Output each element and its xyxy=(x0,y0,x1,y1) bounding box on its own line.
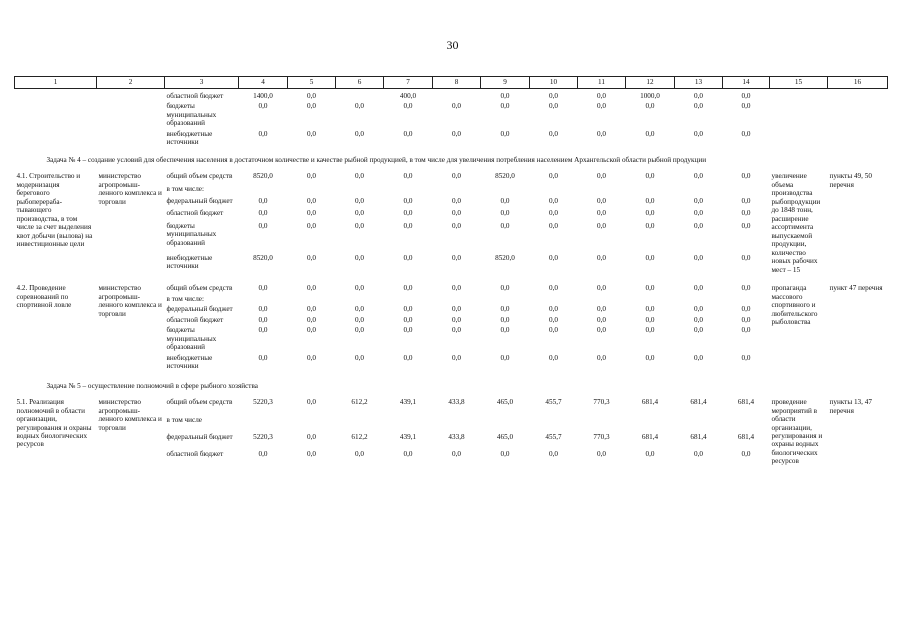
funding-value xyxy=(626,184,675,196)
funding-value: 0,0 xyxy=(355,353,364,362)
funding-value xyxy=(239,415,288,432)
funding-value: 0,0 xyxy=(597,172,606,181)
funding-value: 0,0 xyxy=(452,129,461,138)
funding-value: 0,0 xyxy=(645,209,655,218)
list-items: пункты 13, 47 перечня xyxy=(829,398,872,415)
funding-value: 0,0 xyxy=(694,305,703,314)
funding-value: 0,0 xyxy=(645,305,655,314)
funding-value: 0,0 xyxy=(549,284,558,293)
funding-source: в том числе xyxy=(166,415,202,424)
funding-value: 0,0 xyxy=(694,326,703,335)
funding-value: 0,0 xyxy=(307,326,316,335)
funding-value: 0,0 xyxy=(452,284,461,293)
empty-cell xyxy=(15,91,97,148)
funding-value xyxy=(433,294,481,304)
funding-value: 0,0 xyxy=(741,197,751,206)
funding-value: 400,0 xyxy=(399,92,417,100)
column-number: 5 xyxy=(288,77,336,89)
empty-cell xyxy=(97,91,165,148)
funding-value: 0,0 xyxy=(355,209,364,218)
funding-value: 0,0 xyxy=(258,353,268,362)
page-number: 30 xyxy=(446,38,459,52)
funding-value: 0,0 xyxy=(549,326,558,335)
program-table xyxy=(14,76,888,467)
funding-value: 0,0 xyxy=(597,284,606,293)
funding-value xyxy=(626,294,675,304)
funding-value: 0,0 xyxy=(258,129,268,138)
funding-value xyxy=(675,294,723,304)
funding-value: 5220,3 xyxy=(253,398,273,407)
funding-value: 0,0 xyxy=(258,284,268,293)
column-number: 7 xyxy=(384,77,433,89)
funding-value: 0,0 xyxy=(307,197,316,206)
task-title: Задача № 5 – осуществление полномочий в сфере рыбного хозяйства xyxy=(46,381,258,390)
empty-cell xyxy=(828,91,888,148)
funding-value: 0,0 xyxy=(258,209,268,218)
funding-value: 0,0 xyxy=(645,102,655,111)
funding-value: 0,0 xyxy=(645,284,655,293)
funding-value: 0,0 xyxy=(741,305,751,314)
funding-value: 1000,0 xyxy=(640,92,660,100)
funding-value xyxy=(288,294,336,304)
funding-value: 0,0 xyxy=(403,353,413,362)
funding-value: 0,0 xyxy=(694,129,703,138)
funding-value: 0,0 xyxy=(500,221,510,230)
funding-value: 0,0 xyxy=(741,284,751,293)
funding-value: 0,0 xyxy=(694,315,703,324)
funding-value: 681,4 xyxy=(641,398,659,407)
funding-value: 770,3 xyxy=(593,432,610,441)
funding-value: 0,0 xyxy=(403,305,413,314)
funding-value: 0,0 xyxy=(355,284,364,293)
funding-value: 0,0 xyxy=(694,102,703,111)
funding-value: 0,0 xyxy=(549,315,558,324)
column-number: 14 xyxy=(723,77,770,89)
funding-value: 0,0 xyxy=(549,92,558,100)
funding-value: 0,0 xyxy=(597,326,606,335)
funding-source: внебюджетные источники xyxy=(166,129,213,147)
funding-value: 0,0 xyxy=(741,450,751,459)
funding-value: 612,2 xyxy=(351,398,368,407)
funding-value: 0,0 xyxy=(307,209,316,218)
funding-source: общий объем средств xyxy=(166,398,233,407)
spacer-row xyxy=(15,275,888,283)
funding-value: 612,2 xyxy=(351,432,368,441)
funding-source: федеральный бюджет xyxy=(166,305,233,314)
funding-value: 0,0 xyxy=(452,315,461,324)
funding-value: 433,8 xyxy=(448,432,465,441)
column-number: 16 xyxy=(828,77,888,89)
funding-value xyxy=(723,294,770,304)
funding-value: 439,1 xyxy=(399,432,417,441)
funding-value xyxy=(336,184,384,196)
funding-value: 0,0 xyxy=(403,197,413,206)
funding-value: 0,0 xyxy=(452,253,461,262)
funding-value: 0,0 xyxy=(597,129,606,138)
funding-value: 0,0 xyxy=(500,305,510,314)
funding-value xyxy=(530,415,578,432)
funding-value: 465,0 xyxy=(496,398,514,407)
funding-value xyxy=(530,294,578,304)
funding-value: 0,0 xyxy=(403,253,413,262)
funding-value: 0,0 xyxy=(355,326,364,335)
funding-value: 0,0 xyxy=(741,221,751,230)
funding-source: областной бюджет xyxy=(166,92,224,100)
funding-source: бюджеты муниципальных образований xyxy=(166,326,217,352)
funding-value: 8520,0 xyxy=(253,172,273,181)
funding-value xyxy=(384,184,433,196)
column-number: 15 xyxy=(770,77,828,89)
column-number: 9 xyxy=(481,77,530,89)
funding-value: 681,4 xyxy=(737,432,755,441)
funding-value xyxy=(336,415,384,432)
funding-value: 0,0 xyxy=(597,197,606,206)
funding-value: 0,0 xyxy=(500,353,510,362)
funding-value: 5220,3 xyxy=(253,432,273,441)
funding-value: 0,0 xyxy=(741,102,751,111)
list-items: пункты 49, 50 перечня xyxy=(829,172,872,189)
funding-value: 0,0 xyxy=(549,129,558,138)
task-heading-row xyxy=(15,148,888,171)
funding-value: 0,0 xyxy=(355,315,364,324)
measure-executor: министерство агропромыш-ленного комплекса и торговли xyxy=(98,398,162,432)
funding-value: 0,0 xyxy=(403,450,413,459)
column-number: 8 xyxy=(433,77,481,89)
measure-executor: министерство агропромыш-ленного комплекса и торговли xyxy=(98,284,162,318)
funding-value: 0,0 xyxy=(694,450,703,459)
funding-value: 0,0 xyxy=(500,129,510,138)
funding-value: 681,4 xyxy=(690,398,707,407)
funding-value: 0,0 xyxy=(694,209,703,218)
funding-value: 0,0 xyxy=(500,284,510,293)
funding-value: 0,0 xyxy=(307,129,316,138)
funding-value: 455,7 xyxy=(545,398,562,407)
funding-value: 0,0 xyxy=(500,326,510,335)
measure-name: 4.2. Проведение соревнований по спортивной ловле xyxy=(16,284,72,310)
funding-value: 0,0 xyxy=(258,305,268,314)
funding-value xyxy=(384,415,433,432)
column-number-row xyxy=(15,77,888,89)
funding-value: 0,0 xyxy=(645,326,655,335)
funding-value xyxy=(433,415,481,432)
funding-value: 0,0 xyxy=(645,353,655,362)
funding-value: 0,0 xyxy=(355,197,364,206)
funding-value: 0,0 xyxy=(403,129,413,138)
funding-value: 0,0 xyxy=(307,432,316,441)
funding-value: 0,0 xyxy=(741,253,751,262)
column-number: 1 xyxy=(15,77,97,89)
funding-value: 0,0 xyxy=(741,129,751,138)
funding-value: 0,0 xyxy=(307,284,316,293)
task-title: Задача № 4 – создание условий для обеспечения населения в достаточном количестве и качестве рыбной продукцией, в том числе для увеличения потребления населением Архангельской области рыбной продукции xyxy=(46,155,707,164)
funding-value: 0,0 xyxy=(549,253,558,262)
funding-value: 0,0 xyxy=(549,305,558,314)
funding-value: 0,0 xyxy=(645,172,655,181)
funding-value: 0,0 xyxy=(355,253,364,262)
funding-value: 0,0 xyxy=(452,353,461,362)
funding-value: 0,0 xyxy=(597,253,606,262)
funding-value: 0,0 xyxy=(645,221,655,230)
funding-value: 0,0 xyxy=(694,172,703,181)
funding-value: 8520,0 xyxy=(495,253,515,262)
funding-value: 0,0 xyxy=(452,172,461,181)
funding-value: 0,0 xyxy=(307,221,316,230)
table-row xyxy=(15,397,888,414)
table-row xyxy=(15,283,888,293)
funding-value xyxy=(288,184,336,196)
expected-result: пропаганда массового спортивного и любительского рыболовства xyxy=(771,284,818,327)
funding-value: 0,0 xyxy=(500,92,510,100)
funding-value: 8520,0 xyxy=(495,172,515,181)
funding-value: 681,4 xyxy=(641,432,659,441)
funding-source: областной бюджет xyxy=(166,209,224,218)
funding-source: федеральный бюджет xyxy=(166,197,233,206)
funding-value: 0,0 xyxy=(258,197,268,206)
funding-value: 0,0 xyxy=(741,209,751,218)
funding-value: 0,0 xyxy=(258,450,268,459)
funding-value: 433,8 xyxy=(448,398,465,407)
column-number: 3 xyxy=(165,77,239,89)
funding-value: 0,0 xyxy=(549,172,558,181)
funding-value: 0,0 xyxy=(403,172,413,181)
column-number: 2 xyxy=(97,77,165,89)
funding-value: 0,0 xyxy=(694,221,703,230)
funding-value: 0,0 xyxy=(694,92,703,100)
funding-value: 439,1 xyxy=(399,398,417,407)
table-row xyxy=(15,91,888,101)
column-number: 10 xyxy=(530,77,578,89)
funding-source: бюджеты муниципальных образований xyxy=(166,102,217,128)
funding-value: 0,0 xyxy=(403,326,413,335)
funding-value: 681,4 xyxy=(737,398,755,407)
funding-value: 0,0 xyxy=(645,129,655,138)
funding-value: 0,0 xyxy=(500,102,510,111)
funding-value: 465,0 xyxy=(496,432,514,441)
funding-value: 0,0 xyxy=(694,197,703,206)
funding-value: 0,0 xyxy=(694,253,703,262)
funding-value: 0,0 xyxy=(452,305,461,314)
funding-source: в том числе: xyxy=(166,184,204,193)
funding-value: 0,0 xyxy=(645,315,655,324)
funding-value: 0,0 xyxy=(500,450,510,459)
funding-value: 0,0 xyxy=(549,197,558,206)
funding-value: 0,0 xyxy=(355,102,364,111)
funding-value xyxy=(481,294,530,304)
funding-value: 0,0 xyxy=(355,129,364,138)
funding-value: 0,0 xyxy=(741,353,751,362)
funding-value: 0,0 xyxy=(645,253,655,262)
funding-value xyxy=(433,91,481,101)
funding-value: 0,0 xyxy=(452,209,461,218)
funding-source: общий объем средств xyxy=(166,172,233,181)
funding-value: 0,0 xyxy=(645,197,655,206)
funding-value: 0,0 xyxy=(500,197,510,206)
funding-value: 0,0 xyxy=(597,353,606,362)
funding-value: 0,0 xyxy=(403,315,413,324)
column-number: 6 xyxy=(336,77,384,89)
funding-value: 0,0 xyxy=(307,450,316,459)
funding-source: внебюджетные источники xyxy=(166,353,213,371)
funding-value xyxy=(675,415,723,432)
funding-value: 0,0 xyxy=(355,450,364,459)
funding-value xyxy=(723,184,770,196)
funding-source: общий объем средств xyxy=(166,284,233,293)
measure-name: 5.1. Реализация полномочий в области организации, регулирования и охраны водных биологических ресурсов xyxy=(16,398,92,449)
funding-value xyxy=(239,294,288,304)
column-number: 13 xyxy=(675,77,723,89)
funding-value: 0,0 xyxy=(307,353,316,362)
funding-source: бюджеты муниципальных образований xyxy=(166,221,217,247)
funding-value xyxy=(481,184,530,196)
funding-value: 0,0 xyxy=(403,102,413,111)
funding-value: 0,0 xyxy=(452,102,461,111)
funding-value: 0,0 xyxy=(452,221,461,230)
funding-value xyxy=(530,184,578,196)
list-items: пункт 47 перечня xyxy=(829,284,883,293)
funding-source: областной бюджет xyxy=(166,315,224,324)
funding-source: федеральный бюджет xyxy=(166,432,233,441)
funding-value: 0,0 xyxy=(741,315,751,324)
funding-value xyxy=(336,294,384,304)
funding-value xyxy=(723,415,770,432)
funding-value xyxy=(384,294,433,304)
funding-value: 0,0 xyxy=(549,102,558,111)
empty-cell xyxy=(770,91,828,148)
funding-value: 0,0 xyxy=(307,92,316,100)
funding-value xyxy=(481,415,530,432)
funding-value: 0,0 xyxy=(741,92,751,100)
funding-value: 0,0 xyxy=(741,326,751,335)
column-number: 11 xyxy=(578,77,626,89)
funding-value xyxy=(239,184,288,196)
expected-result: увеличение объема производства рыбопродукции до 1848 тонн, расширение ассортимента выпускаемой продукции, количество новых рабочих мест – 15 xyxy=(771,172,821,274)
funding-value xyxy=(578,415,626,432)
funding-value xyxy=(626,415,675,432)
funding-value: 0,0 xyxy=(597,92,606,100)
funding-value: 0,0 xyxy=(403,209,413,218)
funding-value: 0,0 xyxy=(452,450,461,459)
funding-value: 0,0 xyxy=(307,172,316,181)
funding-value: 0,0 xyxy=(307,315,316,324)
funding-value: 0,0 xyxy=(307,253,316,262)
task-heading-row xyxy=(15,372,888,397)
funding-source: внебюджетные источники xyxy=(166,253,213,271)
funding-value: 0,0 xyxy=(403,221,413,230)
funding-value: 0,0 xyxy=(500,209,510,218)
measure-name: 4.1. Строительство и модернизация берегового рыбоперераба-тывающего производства, в том числе за счет выделения квот добычи (вылова) на инвестиционные цели xyxy=(16,172,93,249)
funding-value: 0,0 xyxy=(741,172,751,181)
measure-executor: министерство агропромыш-ленного комплекса и торговли xyxy=(98,172,162,206)
funding-value: 1400,0 xyxy=(253,92,273,100)
funding-value: 0,0 xyxy=(307,398,316,407)
funding-value: 0,0 xyxy=(694,353,703,362)
funding-value: 0,0 xyxy=(597,102,606,111)
funding-value: 0,0 xyxy=(549,209,558,218)
funding-value xyxy=(578,294,626,304)
column-number: 4 xyxy=(239,77,288,89)
funding-value xyxy=(675,184,723,196)
funding-value: 0,0 xyxy=(403,284,413,293)
funding-value: 0,0 xyxy=(597,305,606,314)
expected-result: проведение мероприятий в области организации, регулирования и охраны водных биологических ресурсов xyxy=(771,398,823,466)
table-row xyxy=(15,171,888,183)
funding-value: 681,4 xyxy=(690,432,707,441)
funding-value xyxy=(433,184,481,196)
funding-value: 0,0 xyxy=(355,172,364,181)
funding-value: 0,0 xyxy=(258,326,268,335)
funding-value: 0,0 xyxy=(694,284,703,293)
funding-value: 0,0 xyxy=(258,221,268,230)
funding-value: 455,7 xyxy=(545,432,562,441)
funding-value: 0,0 xyxy=(597,315,606,324)
funding-value: 0,0 xyxy=(258,315,268,324)
funding-value: 8520,0 xyxy=(253,253,273,262)
funding-value xyxy=(578,184,626,196)
funding-value xyxy=(288,415,336,432)
funding-value: 0,0 xyxy=(307,305,316,314)
funding-value: 0,0 xyxy=(355,221,364,230)
funding-value: 770,3 xyxy=(593,398,610,407)
column-number: 12 xyxy=(626,77,675,89)
funding-source: областной бюджет xyxy=(166,450,224,459)
funding-value: 0,0 xyxy=(452,197,461,206)
funding-value: 0,0 xyxy=(645,450,655,459)
funding-value: 0,0 xyxy=(452,326,461,335)
funding-source: в том числе: xyxy=(166,294,204,303)
funding-value: 0,0 xyxy=(597,209,606,218)
funding-value: 0,0 xyxy=(355,305,364,314)
funding-value: 0,0 xyxy=(597,221,606,230)
funding-value: 0,0 xyxy=(307,102,316,111)
funding-value: 0,0 xyxy=(597,450,606,459)
funding-value: 0,0 xyxy=(500,315,510,324)
funding-value: 0,0 xyxy=(549,450,558,459)
funding-value: 0,0 xyxy=(258,102,268,111)
funding-value xyxy=(336,91,384,101)
funding-value: 0,0 xyxy=(549,221,558,230)
funding-value: 0,0 xyxy=(549,353,558,362)
table-body xyxy=(15,89,888,467)
